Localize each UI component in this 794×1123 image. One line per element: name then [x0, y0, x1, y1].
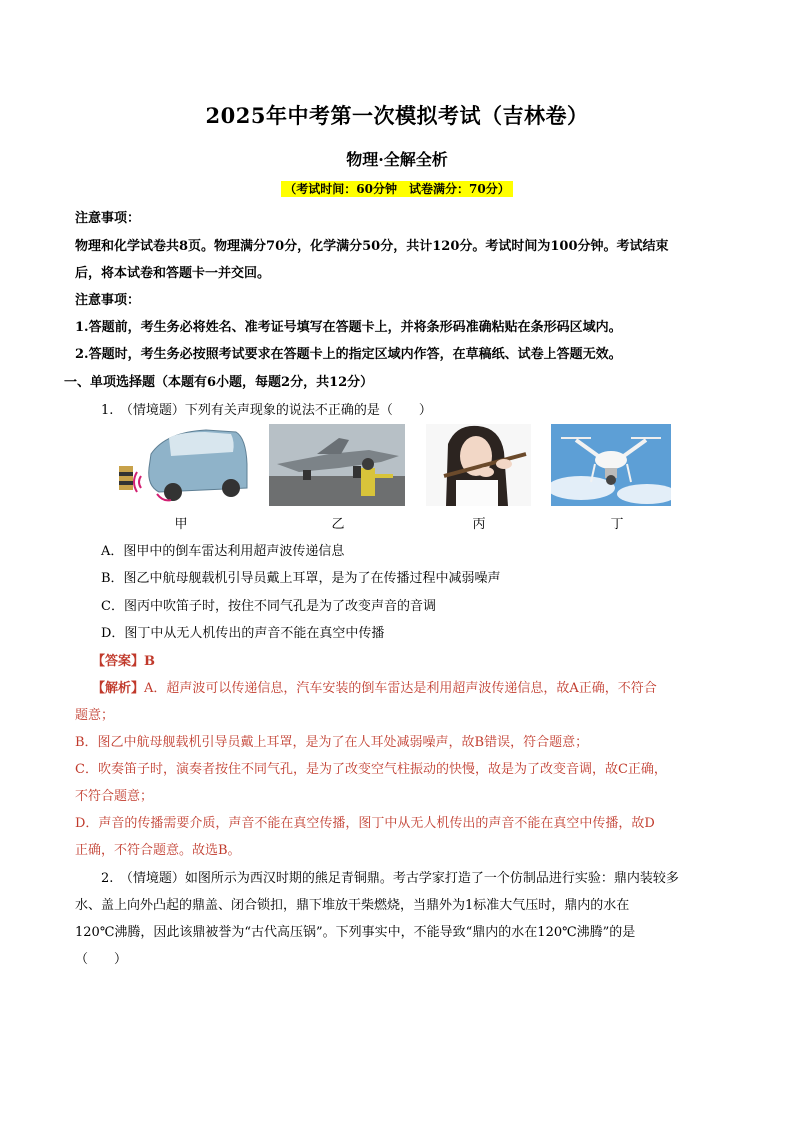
answer-value: B: [144, 654, 156, 669]
analysis-line-4: C．吹奏笛子时，演奏者按住不同气孔，是为了改变空气柱振动的快慢，故是为了改变音调，故C正确，: [75, 762, 667, 777]
notice-line-2: 后，将本试卷和答题卡一并交回。: [75, 266, 271, 281]
analysis-line-1: [92, 677, 657, 696]
analysis-line-7: 正确，不符合题意。故选B。: [75, 843, 241, 858]
analysis-line-6: D．声音的传播需要介质，声音不能在真空传播，图丁中从无人机传出的声音不能在真空中传播，故D: [75, 816, 655, 831]
question-2-line-1: 2. （情境题）如图所示为西汉时期的熊足青铜鼎。考古学家打造了一个仿制品进行实验：鼎内装较多: [101, 871, 679, 886]
analysis-line-3: B．图乙中航母舰载机引导员戴上耳罩，是为了在人耳处减弱噪声，故B错误，符合题意；: [75, 735, 589, 750]
exam-time-info: （考试时间：60分钟 试卷满分：70分）: [281, 181, 512, 197]
question-2-line-3: 120℃沸腾，因此该鼎被誉为“古代高压锅”。下列事实中，不能导致“鼎内的水在120℃沸腾”的是: [75, 925, 636, 940]
caption-ding: 丁: [610, 517, 624, 532]
notice-line-1: 物理和化学试卷共8页。物理满分70分，化学满分50分，共计120分。考试时间为100分钟。考试结束: [75, 239, 669, 254]
analysis-tag: 【解析】: [92, 681, 145, 696]
caption-yi: 乙: [331, 517, 345, 532]
notice-item-2: 2.答题时，考生务必按照考试要求在答题卡上的指定区域内作答，在草稿纸、试卷上答题无效。: [75, 347, 622, 362]
question-2-line-2: 水、盖上向外凸起的鼎盖、闭合锁扣，鼎下堆放干柴燃烧，当鼎外为1标准大气压时，鼎内的水在: [75, 898, 630, 913]
page-title: 2025年中考第一次模拟考试（吉林卷）: [205, 103, 589, 128]
notice-title-2: 注意事项：: [75, 293, 141, 308]
question-2-line-4: （ ）: [75, 952, 128, 967]
option-c: C．图丙中吹笛子时，按住不同气孔是为了改变声音的音调: [101, 599, 436, 614]
notice-title-1: 注意事项：: [75, 211, 141, 226]
question-1-stem: 1. （情境题）下列有关声现象的说法不正确的是（ ）: [101, 403, 432, 418]
option-b: B．图乙中航母舰载机引导员戴上耳罩，是为了在传播过程中减弱噪声: [101, 571, 501, 586]
analysis-text-1: A．超声波可以传递信息，汽车安装的倒车雷达是利用超声波传递信息，故A正确，不符合: [144, 681, 657, 696]
analysis-line-2: 题意；: [75, 708, 115, 723]
section-heading: 一、单项选择题（本题有6小题，每题2分，共12分）: [64, 375, 374, 390]
option-a: A．图甲中的倒车雷达利用超声波传递信息: [101, 544, 345, 559]
notice-item-1: 1.答题前，考生务必将姓名、准考证号填写在答题卡上，并将条形码准确粘贴在条形码区域内。: [75, 320, 622, 335]
figure-drone: [551, 424, 671, 506]
figure-car-radar: [111, 424, 251, 506]
option-d: D．图丁中从无人机传出的声音不能在真空中传播: [101, 626, 385, 641]
figure-flute-player: [426, 424, 531, 506]
caption-bing: 丙: [472, 517, 486, 532]
page-subtitle: 物理·全解全析: [346, 150, 448, 169]
figure-carrier-jet: [269, 424, 405, 506]
caption-jia: 甲: [174, 517, 188, 532]
answer-line: [92, 650, 155, 669]
answer-tag: 【答案】: [92, 654, 145, 669]
analysis-line-5: 不符合题意；: [75, 789, 154, 804]
